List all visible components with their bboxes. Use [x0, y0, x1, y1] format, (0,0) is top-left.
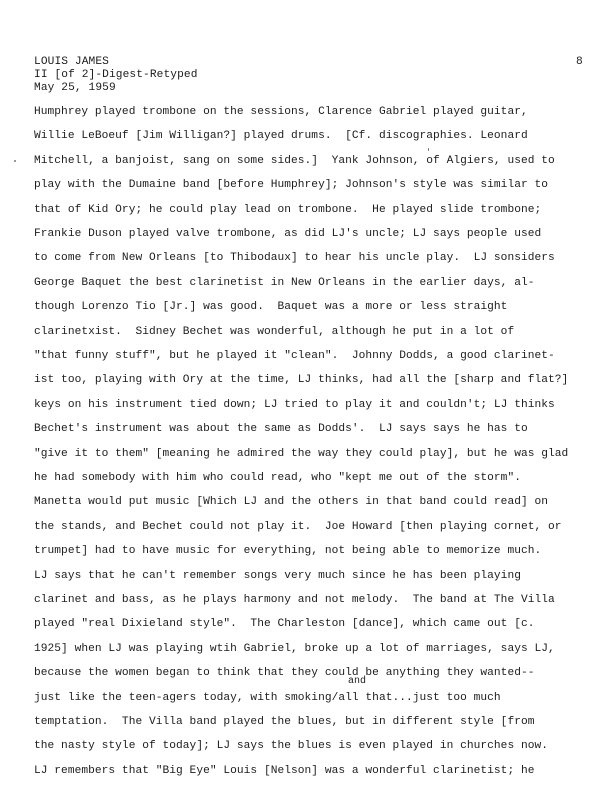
body-line: Bechet's instrument was about the same as Dodds'. LJ says says he has to	[34, 423, 528, 435]
document-header	[34, 56, 198, 95]
body-line: 1925] when LJ was playing wtih Gabriel, broke up a lot of marriages, says LJ,	[34, 643, 555, 655]
header-date: May 25, 1959	[34, 82, 116, 94]
body-line: "that funny stuff", but he played it "clean". Johnny Dodds, a good clarinet-	[34, 350, 555, 362]
body-line: that of Kid Ory; he could play lead on trombone. He played slide trombone;	[34, 204, 542, 216]
body-line: Willie LeBoeuf [Jim Willigan?] played drums. [Cf. discographies. Leonard	[34, 130, 528, 142]
body-line: the nasty style of today]; LJ says the blues is even played in churches now.	[34, 740, 549, 752]
body-line: though Lorenzo Tio [Jr.] was good. Baquet was a more or less straight	[34, 301, 508, 313]
body-line: LJ says that he can't remember songs very much since he has been playing	[34, 570, 521, 582]
body-line: temptation. The Villa band played the blues, but in different style [from	[34, 716, 535, 728]
scan-speck	[14, 160, 16, 162]
header-name: LOUIS JAMES	[34, 56, 109, 68]
body-line: the stands, and Bechet could not play it. Joe Howard [then playing cornet, or	[34, 521, 562, 533]
body-line: "give it to them" [meaning he admired the way they could play], but he was glad	[34, 448, 569, 460]
body-line: he had somebody with him who could read, who "kept me out of the storm".	[34, 472, 521, 484]
body-line: keys on his instrument tied down; LJ tried to play it and couldn't; LJ thinks	[34, 399, 555, 411]
body-line: played "real Dixieland style". The Charleston [dance], which came out [c.	[34, 618, 535, 630]
handwritten-insertion: and	[348, 676, 367, 687]
body-line: play with the Dumaine band [before Humphrey]; Johnson's style was similar to	[34, 179, 549, 191]
body-line: Manetta would put music [Which LJ and the others in that band could read] on	[34, 496, 549, 508]
scan-speck	[428, 148, 429, 151]
body-line: Mitchell, a banjoist, sang on some sides.] Yank Johnson, of Algiers, used to	[34, 155, 555, 167]
body-line: clarinetxist. Sidney Bechet was wonderful, although he put in a lot of	[34, 326, 515, 338]
body-line: George Baquet the best clarinetist in New Orleans in the earlier days, al-	[34, 277, 535, 289]
header-interview-info: II [of 2]-Digest-Retyped	[34, 69, 198, 81]
body-line: Humphrey played trombone on the sessions, Clarence Gabriel played guitar,	[34, 106, 528, 118]
body-line: LJ remembers that "Big Eye" Louis [Nelson] was a wonderful clarinetist; he	[34, 765, 535, 777]
body-line: trumpet] had to have music for everything, not being able to memorize much.	[34, 545, 542, 557]
body-line: Frankie Duson played valve trombone, as did LJ's uncle; LJ says people used	[34, 228, 542, 240]
body-line: ist too, playing with Ory at the time, LJ thinks, had all the [sharp and flat?]	[34, 374, 569, 386]
body-line: just like the teen-agers today, with smoking/all that...just too much	[34, 692, 501, 704]
body-line: to come from New Orleans [to Thibodaux] to hear his uncle play. LJ sonsiders	[34, 252, 555, 264]
body-line: clarinet and bass, as he plays harmony and not melody. The band at The Villa	[34, 594, 555, 606]
page-number: 8	[576, 56, 583, 68]
body-line: because the women began to think that they could be anything they wanted--	[34, 667, 535, 679]
